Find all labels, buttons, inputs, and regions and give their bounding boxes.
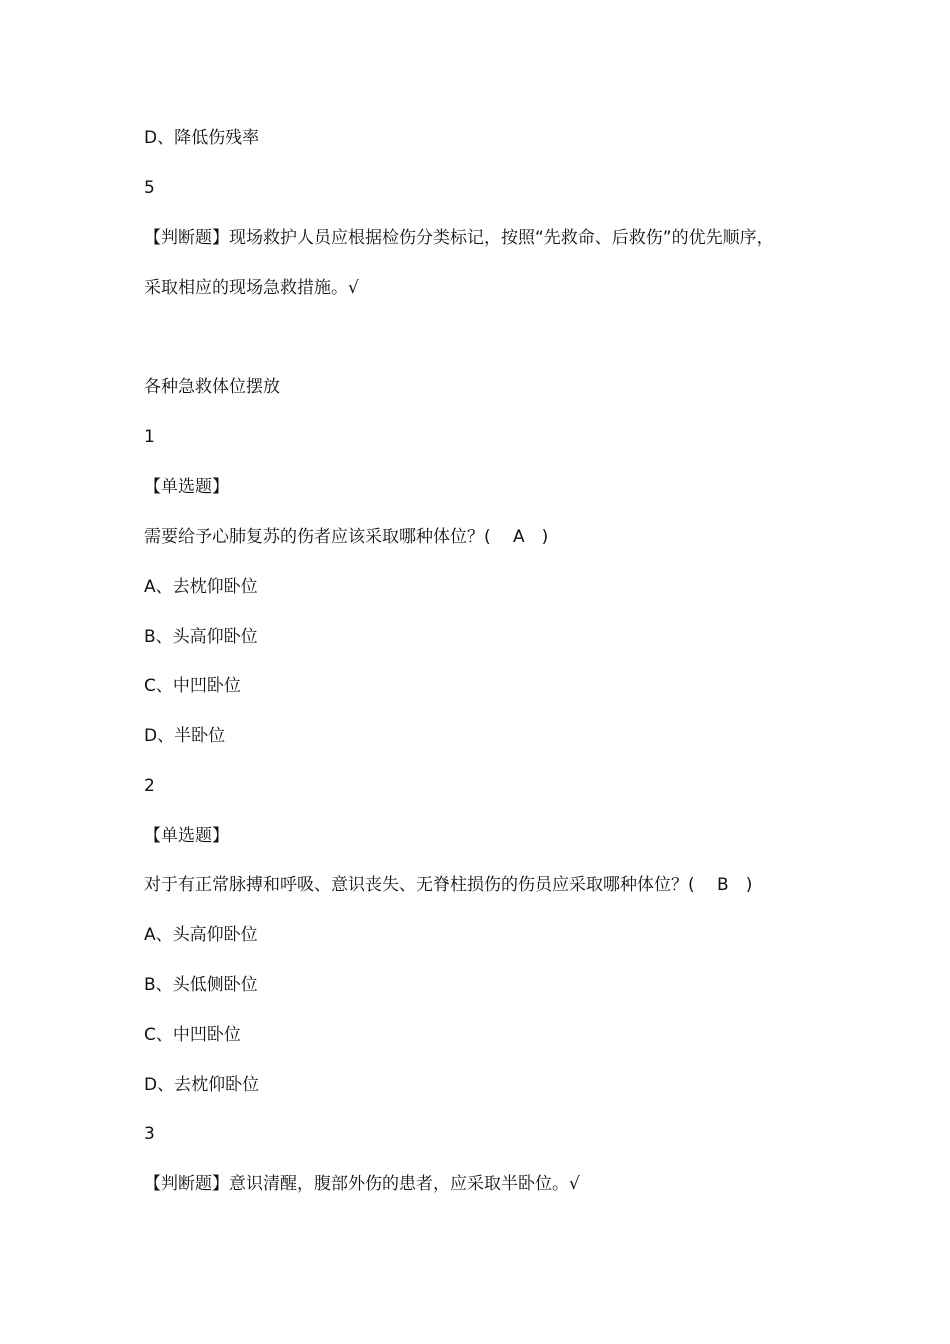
option-text: A、头高仰卧位 bbox=[144, 925, 258, 945]
option-text: D、降低伤残率 bbox=[144, 128, 260, 148]
question-type: 【单选题】 bbox=[144, 477, 229, 497]
question-text: 【判断题】意识清醒，腹部外伤的患者，应采取半卧位。√ bbox=[144, 1174, 580, 1194]
option-text: C、中凹卧位 bbox=[144, 676, 241, 696]
question-text: 对于有正常脉搏和呼吸、意识丧失、无脊柱损伤的伤员应采取哪种体位？( B ) bbox=[144, 875, 753, 895]
option-text: B、头高仰卧位 bbox=[144, 627, 258, 647]
option-text: B、头低侧卧位 bbox=[144, 975, 258, 995]
question-number: 2 bbox=[144, 776, 155, 796]
section-heading: 各种急救体位摆放 bbox=[144, 377, 280, 397]
question-number: 1 bbox=[144, 427, 155, 447]
question-text: 需要给予心肺复苏的伤者应该采取哪种体位？( A ) bbox=[144, 527, 549, 547]
option-text: A、去枕仰卧位 bbox=[144, 577, 258, 597]
question-type: 【单选题】 bbox=[144, 826, 229, 846]
option-text: D、去枕仰卧位 bbox=[144, 1075, 260, 1095]
question-text-continued: 采取相应的现场急救措施。√ bbox=[144, 278, 359, 298]
question-number: 5 bbox=[144, 178, 155, 198]
question-number: 3 bbox=[144, 1124, 155, 1144]
option-text: C、中凹卧位 bbox=[144, 1025, 241, 1045]
option-text: D、半卧位 bbox=[144, 726, 226, 746]
question-text: 【判断题】现场救护人员应根据检伤分类标记，按照“先救命、后救伤”的优先顺序， bbox=[144, 228, 774, 248]
